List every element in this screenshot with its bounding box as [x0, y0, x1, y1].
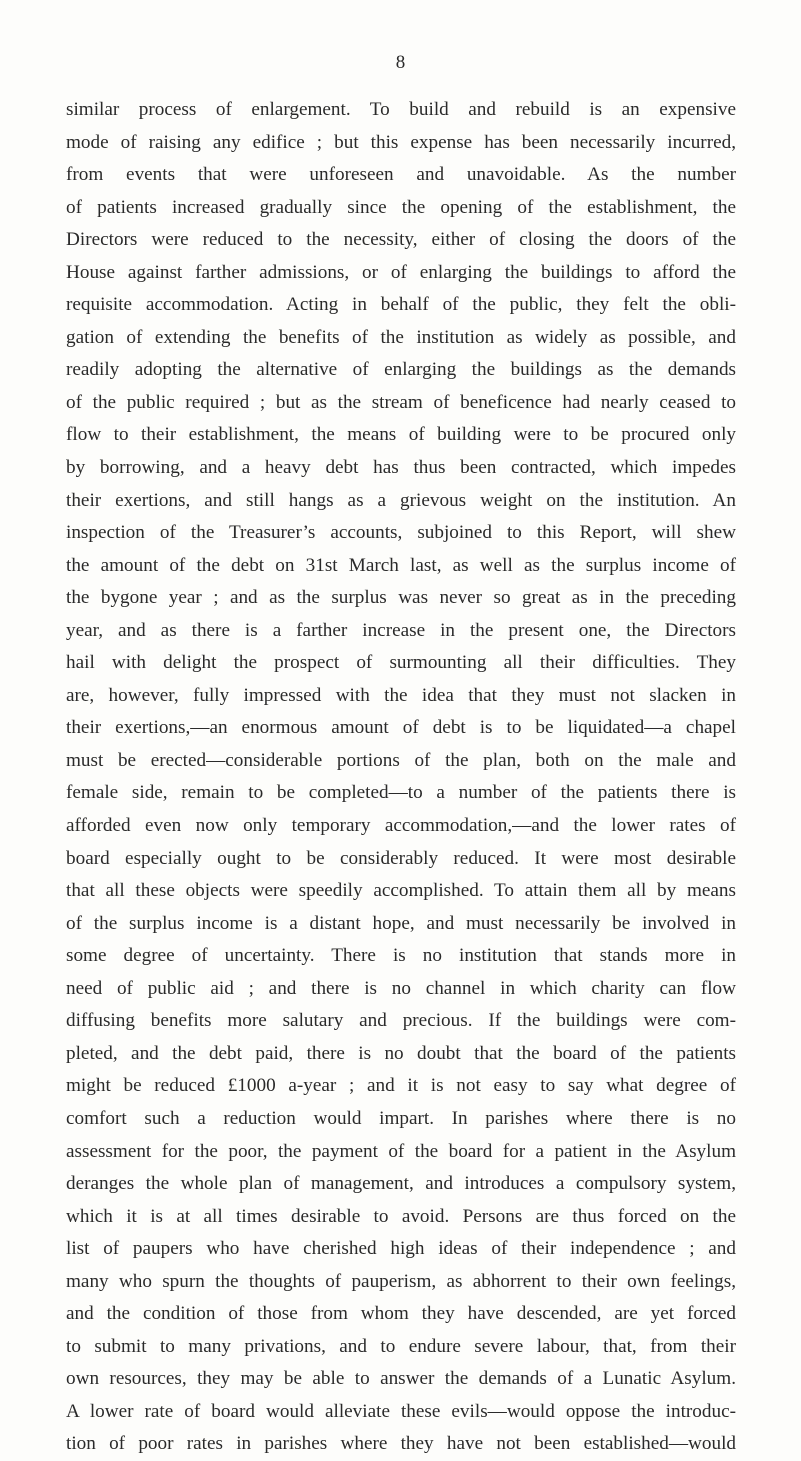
- text-line: year, and as there is a farther increase in the present one, the Directors: [66, 619, 736, 641]
- text-line: readily adopting the alternative of enlarging the buildings as the demands: [66, 359, 736, 381]
- text-line: female side, remain to be completed—to a number of the patients there is: [66, 782, 736, 804]
- text-line: their exertions, and still hangs as a grievous weight on the institution. An: [66, 489, 736, 511]
- text-line: gation of extending the benefits of the institution as widely as possible, and: [66, 326, 736, 348]
- text-line: that all these objects were speedily accomplished. To attain them all by means: [66, 880, 736, 902]
- text-line: need of public aid ; and there is no channel in which charity can flow: [66, 977, 736, 999]
- text-line: mode of raising any edifice ; but this expense has been necessarily incurred,: [66, 131, 736, 153]
- text-line: and the condition of those from whom they have descended, are yet forced: [66, 1303, 736, 1325]
- text-line: board especially ought to be considerably reduced. It were most desirable: [66, 847, 736, 869]
- text-line: diffusing benefits more salutary and precious. If the buildings were com-: [66, 1010, 736, 1032]
- text-line: pleted, and the debt paid, there is no doubt that the board of the patients: [66, 1042, 736, 1064]
- page-number: 8: [395, 52, 406, 73]
- text-line: requisite accommodation. Acting in behalf of the public, they felt the obli-: [66, 294, 736, 316]
- text-line: list of paupers who have cherished high ideas of their independence ; and: [66, 1238, 736, 1260]
- text-line: hail with delight the prospect of surmounting all their difficulties. They: [66, 652, 736, 674]
- text-line: the amount of the debt on 31st March last, as well as the surplus income of: [66, 554, 736, 576]
- text-line: might be reduced £1000 a-year ; and it is not easy to say what degree of: [66, 1075, 736, 1097]
- text-line: flow to their establishment, the means of building were to be procured only: [66, 424, 736, 446]
- body-text: [66, 94, 736, 1461]
- text-line: by borrowing, and a heavy debt has thus been contracted, which impedes: [66, 457, 736, 479]
- text-line: Directors were reduced to the necessity, either of closing the doors of the: [66, 229, 736, 251]
- text-line: similar process of enlargement. To build and rebuild is an expensive: [66, 99, 736, 120]
- text-line: of the surplus income is a distant hope, and must necessarily be involved in: [66, 912, 736, 934]
- text-line: some degree of uncertainty. There is no institution that stands more in: [66, 945, 736, 967]
- text-line: many who spurn the thoughts of pauperism, as abhorrent to their own feelings,: [66, 1270, 736, 1292]
- text-line: comfort such a reduction would impart. In parishes where there is no: [66, 1107, 736, 1129]
- text-line: assessment for the poor, the payment of the board for a patient in the Asylum: [66, 1140, 736, 1162]
- text-line: which it is at all times desirable to avoid. Persons are thus forced on the: [66, 1205, 736, 1227]
- text-line: A lower rate of board would alleviate these evils—would oppose the introduc-: [66, 1400, 736, 1422]
- text-line: are, however, fully impressed with the idea that they must not slacken in: [66, 684, 736, 706]
- text-line: of patients increased gradually since the opening of the establishment, the: [66, 196, 736, 218]
- text-line: tion of poor rates in parishes where they have not been established—would: [66, 1433, 736, 1455]
- text-line: their exertions,—an enormous amount of debt is to be liquidated—a chapel: [66, 717, 736, 739]
- text-line: own resources, they may be able to answer the demands of a Lunatic Asylum.: [66, 1368, 736, 1390]
- text-line: of the public required ; but as the stream of beneficence had nearly ceased to: [66, 391, 736, 413]
- text-line: House against farther admissions, or of enlarging the buildings to afford the: [66, 261, 736, 283]
- text-line: the bygone year ; and as the surplus was never so great as in the preceding: [66, 587, 736, 609]
- text-line: must be erected—considerable portions of the plan, both on the male and: [66, 749, 736, 771]
- text-line: afforded even now only temporary accommodation,—and the lower rates of: [66, 815, 736, 837]
- text-line: to submit to many privations, and to endure severe labour, that, from their: [66, 1335, 736, 1357]
- text-line: deranges the whole plan of management, and introduces a compulsory system,: [66, 1173, 736, 1195]
- text-line: from events that were unforeseen and unavoidable. As the number: [66, 164, 736, 186]
- text-line: inspection of the Treasurer’s accounts, subjoined to this Report, will shew: [66, 522, 736, 544]
